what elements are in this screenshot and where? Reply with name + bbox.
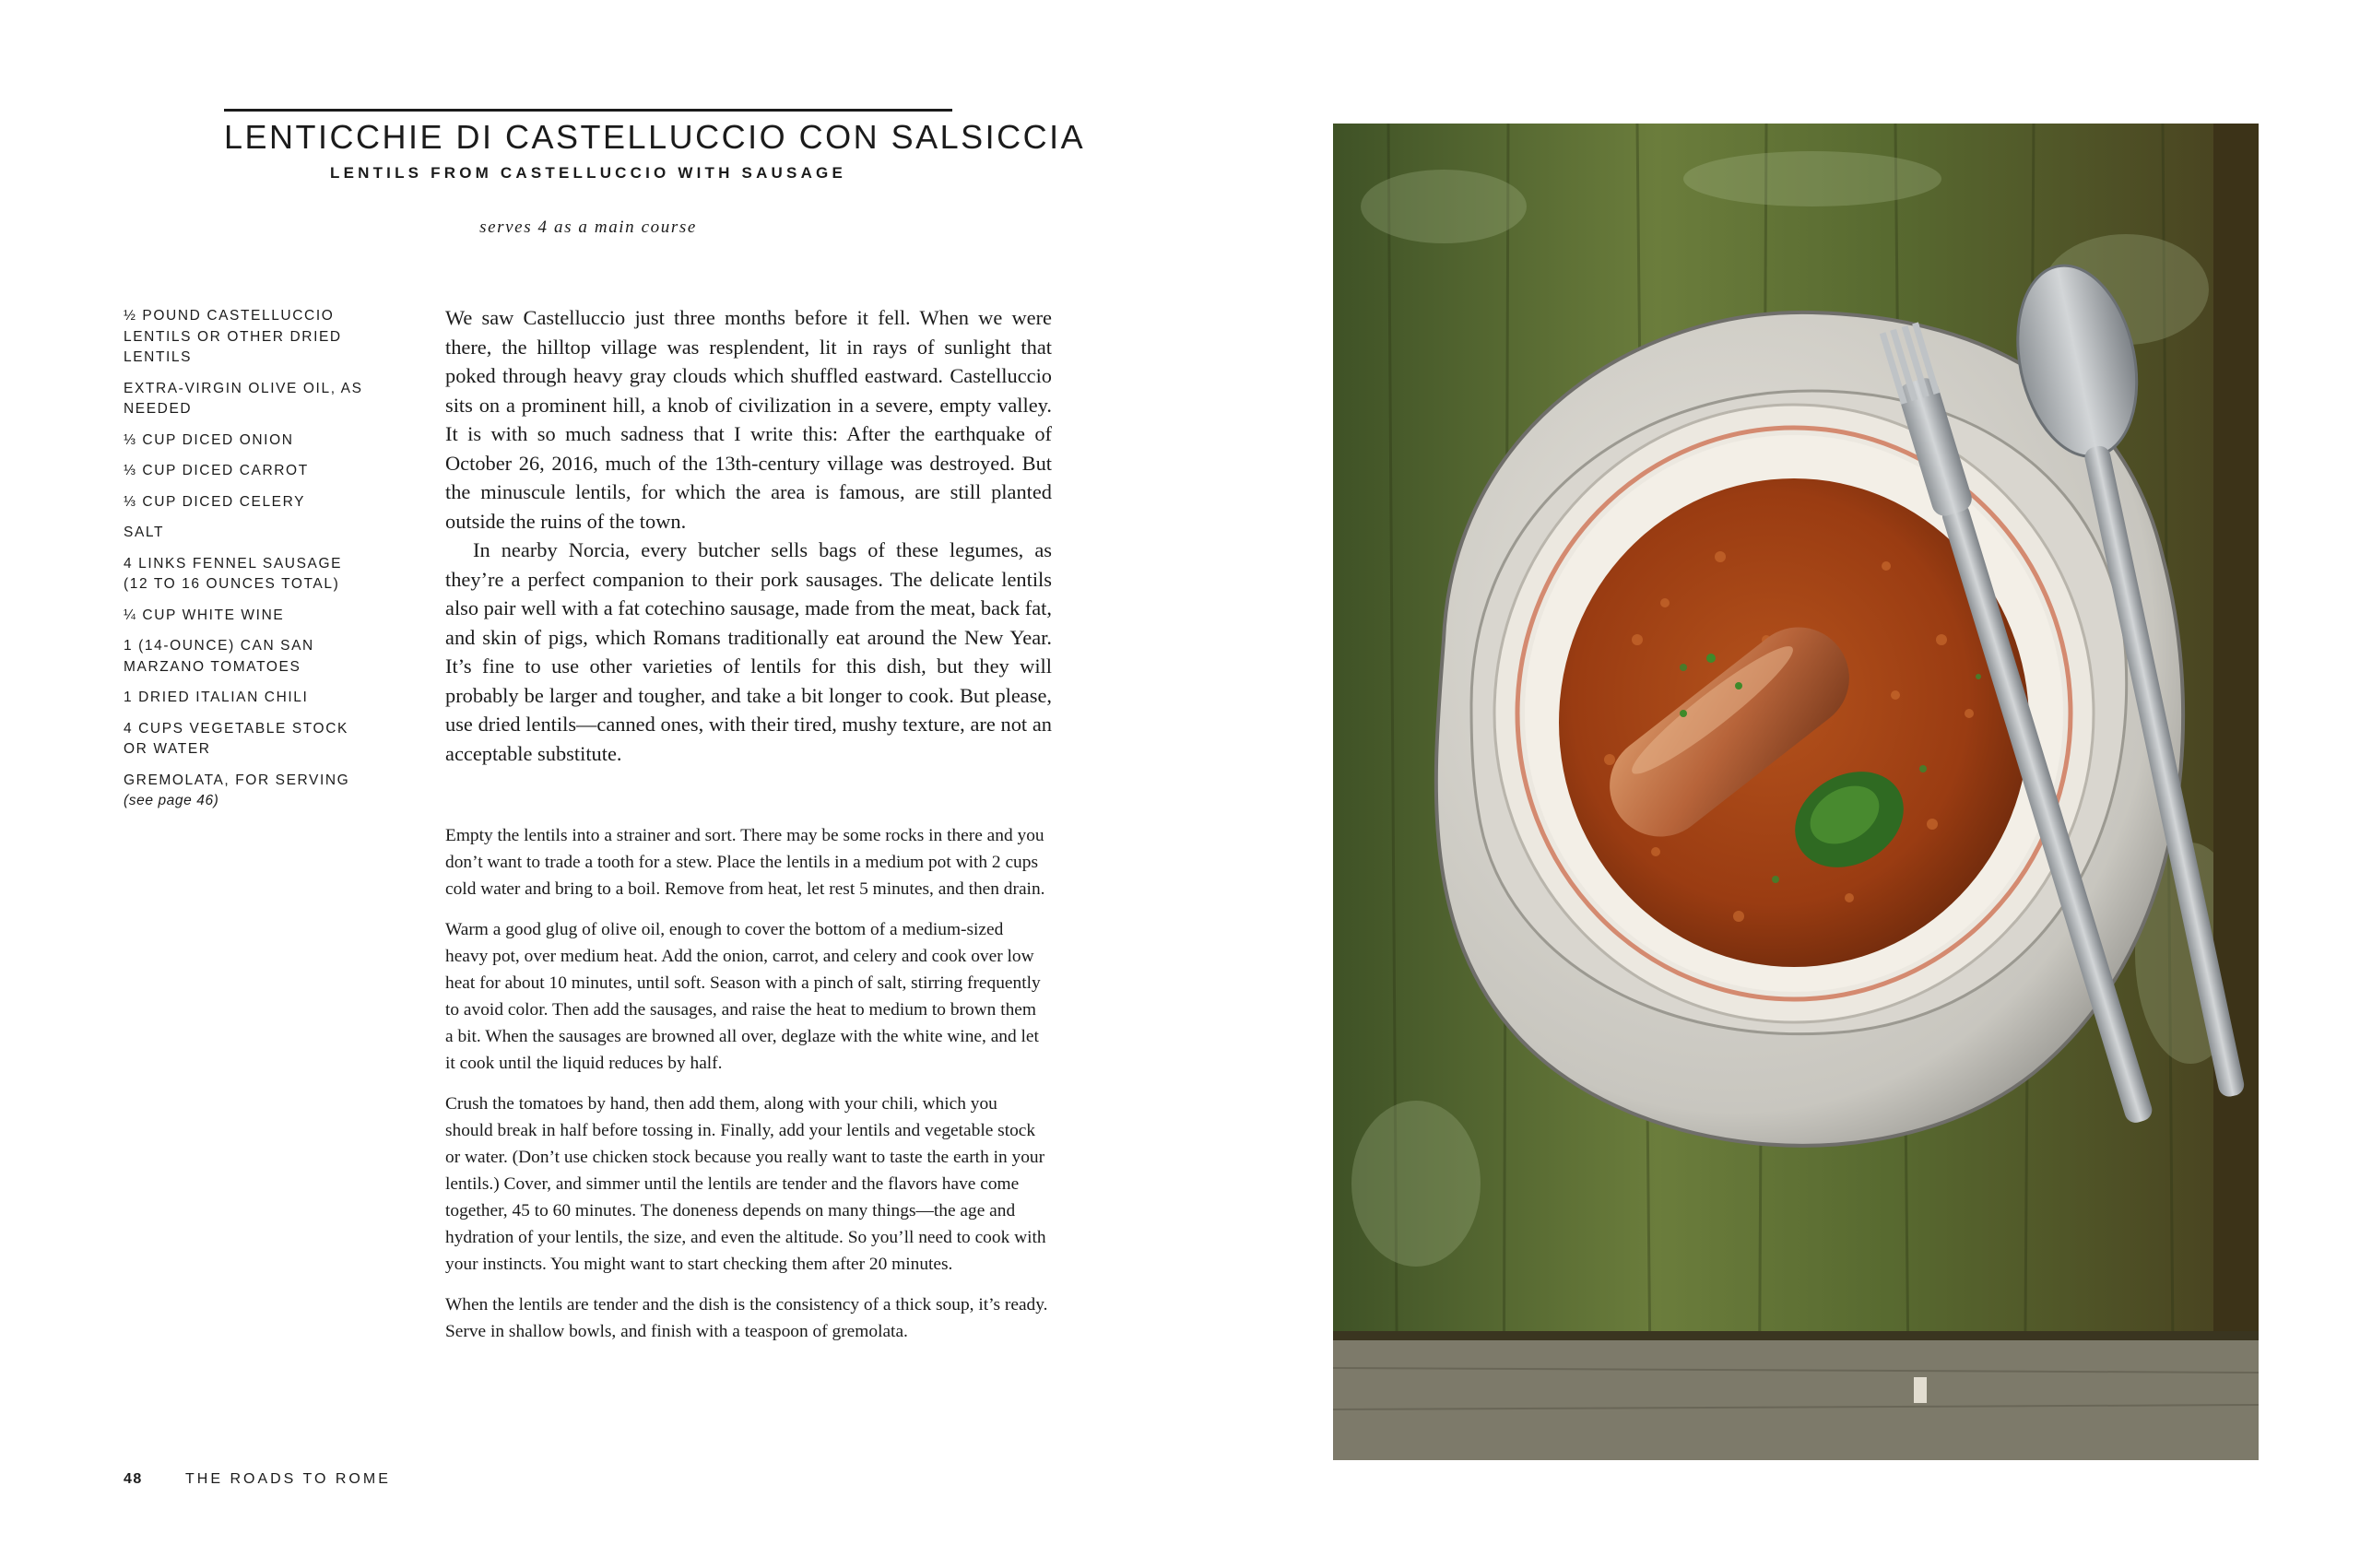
page-number: 48 <box>124 1471 143 1487</box>
method-step: When the lentils are tender and the dish is the consistency of a thick soup, it’s ready. Serve in shallow bowls, and finish with a teaspoon of gremolata. <box>445 1295 1048 1341</box>
ingredient-text: ⅓ CUP DICED CARROT <box>124 463 309 478</box>
ingredient-item <box>124 719 372 760</box>
ingredient-item <box>124 554 372 595</box>
ingredient-item <box>124 606 372 627</box>
ingredient-list <box>124 306 372 822</box>
ingredient-text: 4 LINKS FENNEL SAUSAGE (12 TO 16 OUNCES TOTAL) <box>124 555 343 592</box>
ingredient-text: EXTRA-VIRGIN OLIVE OIL, AS NEEDED <box>124 380 363 417</box>
method-step: Empty the lentils into a strainer and sort. There may be some rocks in there and you don’t want to trade a tooth for a stew. Place the lentils in a medium pot with 2 cups cold water and bring to a boil. Remove from heat, let rest 5 minutes, and then drain. <box>445 826 1045 899</box>
method-step: Warm a good glug of olive oil, enough to cover the bottom of a medium-sized heavy pot, over medium heat. Add the onion, carrot, and celery and cook over low heat for about 10 minutes, until soft. Season with a pinch of salt, stirring frequently to avoid color. Then add the sausages, and raise the heat to medium to brown them a bit. When the sausages are browned all over, deglaze with the white wine, and let it cook until the liquid reduces by half. <box>445 920 1041 1073</box>
headnote-paragraph: We saw Castelluccio just three months before it fell. When we were there, the hilltop village was resplendent, lit in rays of sunlight that poked through heavy gray clouds which shuffled eastward. Castelluccio sits on a prominent hill, a knob of civilization in a severe, empty valley. It is with so much sadness that I write this: After the earthquake of October 26, 2016, much of the 13th-century village was destroyed. But the minuscule lentils, for which the area is famous, are still planted outside the ruins of the town. <box>445 306 1052 533</box>
dish-photo-illustration <box>1333 124 2259 1460</box>
ingredient-item <box>124 492 372 513</box>
ingredient-text: ⅓ CUP DICED CELERY <box>124 493 306 510</box>
ingredient-text: 1 DRIED ITALIAN CHILI <box>124 690 309 705</box>
dish-photo <box>1333 124 2259 1460</box>
recipe-title: LENTICCHIE DI CASTELLUCCIO CON SALSICCIA <box>224 118 1086 156</box>
ingredient-item <box>124 379 372 420</box>
ingredient-item <box>124 688 372 709</box>
method-step: Crush the tomatoes by hand, then add them, along with your chili, which you should break in half before tossing in. Finally, add your lentils and vegetable stock or water. (Don’t use chicken stock because you really want to taste the earth in your lentils.) Cover, and simmer until the lentils are tender and the flavors have come together, 45 to 60 minutes. The doneness depends on many things—the age and hydration of your lentils, the size, and even the altitude. So you’ll need to cook with your instincts. You might want to start checking them after 20 minutes. <box>445 1094 1046 1274</box>
headnote-paragraph: In nearby Norcia, every butcher sells bags of these legumes, as they’re a perfect companion to their pork sausages. The delicate lentils also pair well with a fat cotechino sausage, made from the meat, back fat, and skin of pigs, which Romans traditionally eat around the New Year. It’s fine to use other varieties of lentils for this dish, but they will probably be larger and tougher, and take a bit longer to cook. But please, use dried lentils—canned ones, with their tired, mushy texture, are not an acceptable substitute. <box>445 538 1052 765</box>
running-head: THE ROADS TO ROME <box>185 1471 391 1487</box>
ingredient-item <box>124 430 372 452</box>
ingredient-text: ¼ CUP WHITE WINE <box>124 607 285 623</box>
ingredient-item <box>124 771 372 812</box>
ingredient-item <box>124 636 372 678</box>
recipe-subtitle: LENTILS FROM CASTELLUCCIO WITH SAUSAGE <box>329 164 847 182</box>
ingredient-text: ½ POUND CASTELLUCCIO LENTILS OR OTHER DRIED LENTILS <box>124 308 342 365</box>
recipe-serves: serves 4 as a main course <box>479 218 697 237</box>
ingredient-text: GREMOLATA, FOR SERVING <box>124 772 350 788</box>
title-rule <box>224 109 952 112</box>
ingredient-item <box>124 523 372 544</box>
ingredient-item <box>124 461 372 482</box>
recipe-headnote <box>445 303 1052 768</box>
ingredient-item <box>124 306 372 369</box>
ingredient-text: ⅓ CUP DICED ONION <box>124 431 294 448</box>
ingredient-text: SALT <box>124 525 165 540</box>
recipe-method <box>445 822 1048 1359</box>
ingredient-note: (see page 46) <box>124 793 219 808</box>
ingredient-text: 1 (14-OUNCE) CAN SAN MARZANO TOMATOES <box>124 638 314 675</box>
ingredient-text: 4 CUPS VEGETABLE STOCK OR WATER <box>124 720 348 757</box>
